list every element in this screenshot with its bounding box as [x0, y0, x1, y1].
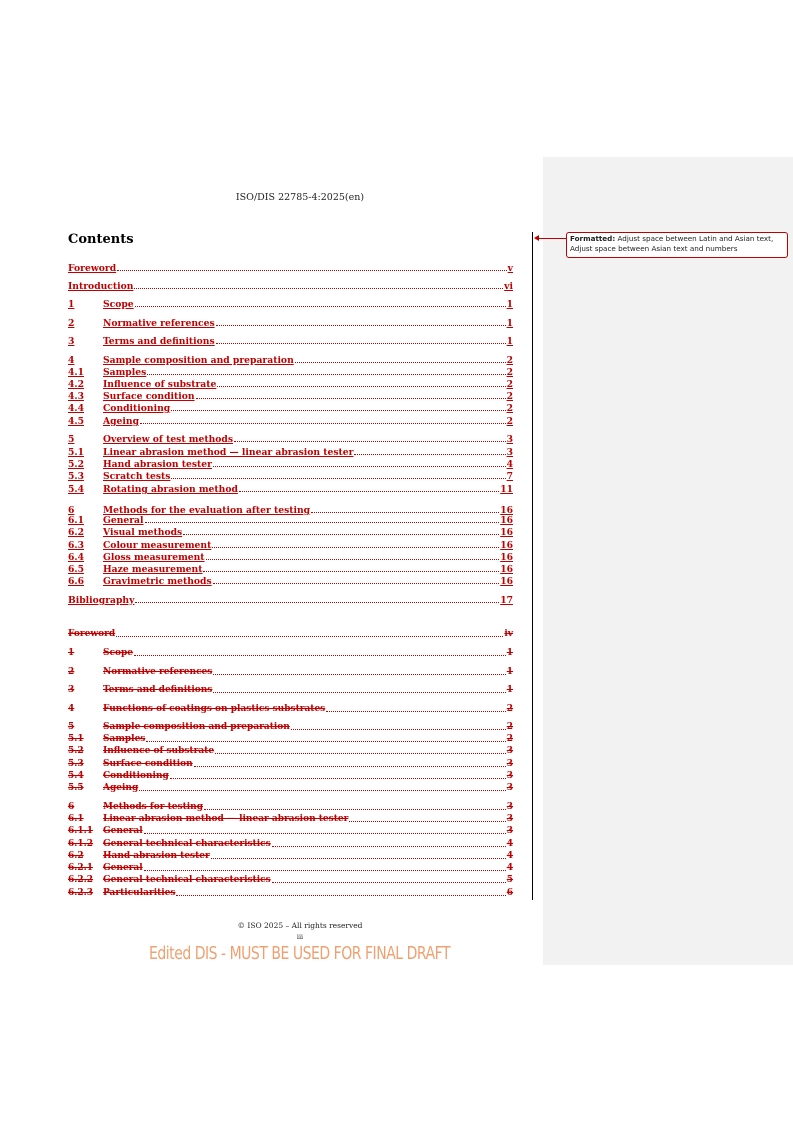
toc-deleted-entry[interactable] [68, 838, 513, 850]
toc-deleted-number: 5.5 [68, 783, 84, 793]
toc-deleted-leader-dots [349, 821, 505, 822]
toc-deleted-number: 5.2 [68, 746, 84, 756]
toc-inserted-page-number: 1 [506, 336, 513, 347]
toc-inserted-page-number: vi [504, 281, 513, 292]
toc-deleted-leader-dots [176, 895, 505, 896]
toc-inserted-page-number: 2 [506, 367, 513, 378]
toc-deleted-entry[interactable] [68, 874, 513, 886]
toc-inserted-number: 4.2 [68, 379, 84, 390]
toc-deleted-label: Terms and definitions [103, 685, 213, 695]
toc-inserted-page-number: 16 [500, 505, 513, 516]
toc-deleted-page-number: iv [504, 629, 513, 639]
toc-deleted-number: 2 [68, 667, 75, 677]
toc-inserted-leader-dots [147, 374, 505, 375]
toc-inserted-entry[interactable] [68, 298, 513, 310]
toc-deleted-number: 4 [68, 704, 75, 714]
toc-deleted-label: Influence of substrate [103, 746, 215, 756]
toc-deleted-number: 1 [68, 648, 75, 658]
toc-inserted-number: 5.2 [68, 459, 84, 470]
toc-inserted-label: Gloss measurement [103, 552, 205, 563]
toc-deleted-page-number: 3 [506, 814, 513, 824]
toc-inserted-page-number: 16 [500, 564, 513, 575]
contents-title: Contents [68, 232, 134, 247]
toc-inserted-label: General [103, 515, 144, 526]
toc-deleted-entry[interactable] [68, 666, 513, 678]
toc-inserted-number: 6.5 [68, 564, 84, 575]
toc-inserted-label: Scratch tests [103, 471, 171, 482]
toc-deleted-entry[interactable] [68, 887, 513, 899]
toc-inserted-label: Samples [103, 367, 147, 378]
toc-inserted-page-number: 2 [506, 403, 513, 414]
toc-inserted-page-number: 4 [506, 459, 513, 470]
toc-inserted-entry[interactable] [68, 433, 513, 445]
toc-deleted-number: 6 [68, 802, 75, 812]
toc-inserted-entry[interactable] [68, 551, 513, 563]
toc-inserted-leader-dots [206, 559, 500, 560]
toc-inserted-label: Normative references [103, 318, 215, 329]
toc-inserted-label: Introduction [68, 281, 134, 292]
toc-inserted-number: 5.4 [68, 484, 84, 495]
toc-deleted-page-number: 1 [506, 648, 513, 658]
toc-inserted-page-number: 3 [506, 434, 513, 445]
toc-deleted-label: General [103, 826, 143, 836]
toc-inserted-number: 6.4 [68, 552, 84, 563]
toc-inserted-leader-dots [140, 423, 506, 424]
toc-inserted-label: Visual methods [103, 527, 183, 538]
toc-inserted-number: 6.6 [68, 576, 84, 587]
toc-deleted-page-number: 2 [506, 704, 513, 714]
toc-inserted-page-number: v [507, 263, 513, 274]
toc-deleted-page-number: 4 [506, 851, 513, 861]
toc-deleted-entry[interactable] [68, 813, 513, 825]
toc-inserted-entry[interactable] [68, 458, 513, 470]
toc-deleted-label: Functions of coatings on plastics substrates [103, 704, 326, 714]
toc-deleted-entry[interactable] [68, 782, 513, 794]
toc-inserted-page-number: 7 [506, 471, 513, 482]
toc-deleted-label: Foreword [68, 629, 116, 639]
change-bar [532, 232, 533, 900]
toc-inserted-number: 4 [68, 355, 75, 366]
toc-deleted-entry[interactable] [68, 628, 513, 640]
toc-inserted-leader-dots [145, 522, 500, 523]
toc-inserted-page-number: 16 [500, 515, 513, 526]
toc-deleted-entry[interactable] [68, 770, 513, 782]
toc-inserted-number: 4.5 [68, 416, 84, 427]
toc-inserted-leader-dots [196, 398, 506, 399]
toc-deleted-page-number: 3 [506, 802, 513, 812]
toc-deleted-leader-dots [134, 655, 506, 656]
toc-inserted-leader-dots [183, 534, 499, 535]
comment-margin-pane [543, 157, 793, 965]
toc-inserted-number: 6.3 [68, 540, 84, 551]
toc-inserted-leader-dots [234, 441, 506, 442]
toc-deleted-leader-dots [144, 870, 506, 871]
toc-deleted-leader-dots [291, 729, 506, 730]
toc-deleted-number: 6.2.1 [68, 863, 94, 873]
toc-inserted-entry[interactable] [68, 415, 513, 427]
toc-inserted-number: 6 [68, 505, 75, 516]
toc-inserted-entry[interactable] [68, 514, 513, 526]
toc-inserted-leader-dots [239, 491, 499, 492]
toc-deleted-page-number: 4 [506, 839, 513, 849]
toc-deleted-page-number: 4 [506, 863, 513, 873]
toc-inserted-page-number: 16 [500, 576, 513, 587]
toc-deleted-leader-dots [272, 846, 506, 847]
toc-deleted-entry[interactable] [68, 647, 513, 659]
toc-inserted-leader-dots [295, 362, 506, 363]
toc-deleted-leader-dots [116, 636, 503, 637]
toc-deleted-label: Linear abrasion method — linear abrasion tester [103, 814, 349, 824]
toc-inserted-leader-dots [134, 288, 503, 289]
toc-inserted-number: 2 [68, 318, 75, 329]
toc-inserted-label: Colour measurement [103, 540, 212, 551]
toc-inserted-page-number: 11 [500, 484, 513, 495]
toc-deleted-page-number: 3 [506, 826, 513, 836]
toc-inserted-leader-dots [216, 325, 506, 326]
toc-inserted-page-number: 3 [506, 447, 513, 458]
toc-inserted-label: Bibliography [68, 595, 135, 606]
toc-deleted-label: Samples [103, 734, 146, 744]
toc-inserted-number: 4.4 [68, 403, 84, 414]
draft-watermark: Edited DIS - MUST BE USED FOR FINAL DRAFT [149, 944, 451, 964]
toc-deleted-entry[interactable] [68, 850, 513, 862]
toc-deleted-leader-dots [326, 711, 505, 712]
toc-inserted-page-number: 1 [506, 318, 513, 329]
toc-inserted-leader-dots [213, 583, 500, 584]
toc-inserted-label: Overview of test methods [103, 434, 234, 445]
toc-inserted-entry[interactable] [68, 262, 513, 274]
toc-deleted-leader-dots [139, 790, 505, 791]
toc-inserted-label: Conditioning [103, 403, 171, 414]
toc-inserted-leader-dots [213, 466, 506, 467]
toc-inserted-page-number: 2 [506, 355, 513, 366]
comment-text: Adjust space between Latin and Asian text, Adjust space between Asian text and numbers [570, 234, 774, 253]
toc-inserted-label: Linear abrasion method — linear abrasion tester [103, 447, 354, 458]
toc-inserted-page-number: 16 [500, 540, 513, 551]
toc-inserted-leader-dots [203, 571, 499, 572]
toc-deleted-page-number: 2 [506, 722, 513, 732]
toc-inserted-entry[interactable] [68, 594, 513, 606]
toc-deleted-page-number: 3 [506, 759, 513, 769]
toc-deleted-page-number: 1 [506, 685, 513, 695]
toc-inserted-label: Ageing [103, 416, 139, 427]
toc-deleted-entry[interactable] [68, 721, 513, 733]
toc-deleted-page-number: 5 [506, 875, 513, 885]
toc-inserted-entry[interactable] [68, 575, 513, 587]
toc-inserted-page-number: 2 [506, 379, 513, 390]
toc-inserted-leader-dots [171, 410, 505, 411]
toc-inserted-page-number: 2 [506, 391, 513, 402]
toc-inserted-number: 6.2 [68, 527, 84, 538]
toc-deleted-label: Surface condition [103, 759, 193, 769]
toc-deleted-leader-dots [146, 741, 505, 742]
toc-inserted-entry[interactable] [68, 470, 513, 482]
toc-inserted-leader-dots [171, 478, 505, 479]
toc-deleted-entry[interactable] [68, 745, 513, 757]
toc-deleted-page-number: 3 [506, 746, 513, 756]
toc-deleted-number: 6.1 [68, 814, 84, 824]
toc-inserted-page-number: 1 [506, 299, 513, 310]
toc-inserted-entry[interactable] [68, 526, 513, 538]
toc-deleted-label: Conditioning [103, 771, 169, 781]
toc-inserted-leader-dots [117, 270, 507, 271]
toc-deleted-leader-dots [272, 882, 506, 883]
toc-inserted-leader-dots [135, 306, 506, 307]
footer-copyright: © ISO 2025 – All rights reserved [237, 921, 363, 930]
toc-deleted-entry[interactable] [68, 733, 513, 745]
toc-deleted-label: Methods for testing [103, 802, 203, 812]
toc-deleted-page-number: 6 [506, 888, 513, 898]
toc-inserted-label: Methods for the evaluation after testing [103, 505, 311, 516]
toc-deleted-entry[interactable] [68, 684, 513, 696]
toc-inserted-entry[interactable] [68, 446, 513, 458]
toc-inserted-number: 5.1 [68, 447, 84, 458]
toc-inserted-entry[interactable] [68, 335, 513, 347]
toc-inserted-leader-dots [311, 512, 499, 513]
toc-deleted-number: 6.2.3 [68, 888, 94, 898]
toc-deleted-number: 6.2.2 [68, 875, 94, 885]
toc-deleted-leader-dots [211, 858, 506, 859]
toc-inserted-label: Influence of substrate [103, 379, 217, 390]
toc-deleted-number: 5.1 [68, 734, 84, 744]
toc-deleted-label: General [103, 863, 143, 873]
toc-inserted-entry[interactable] [68, 402, 513, 414]
toc-deleted-leader-dots [144, 833, 506, 834]
toc-deleted-page-number: 2 [506, 734, 513, 744]
toc-inserted-entry[interactable] [68, 280, 513, 292]
toc-inserted-leader-dots [135, 602, 499, 603]
toc-deleted-label: Particularities [103, 888, 176, 898]
toc-deleted-label: Sample composition and preparation [103, 722, 290, 732]
toc-inserted-page-number: 17 [500, 595, 513, 606]
toc-inserted-label: Foreword [68, 263, 117, 274]
toc-deleted-number: 3 [68, 685, 75, 695]
toc-deleted-label: Hand abrasion tester [103, 851, 210, 861]
toc-deleted-leader-dots [215, 753, 506, 754]
toc-deleted-leader-dots [213, 674, 505, 675]
toc-deleted-leader-dots [213, 692, 505, 693]
toc-inserted-entry[interactable] [68, 390, 513, 402]
formatting-comment-balloon[interactable] [566, 232, 788, 258]
toc-inserted-entry[interactable] [68, 354, 513, 366]
toc-deleted-entry[interactable] [68, 862, 513, 874]
toc-inserted-page-number: 2 [506, 416, 513, 427]
toc-inserted-leader-dots [217, 386, 505, 387]
toc-inserted-number: 4.3 [68, 391, 84, 402]
toc-inserted-leader-dots [212, 547, 499, 548]
toc-inserted-entry[interactable] [68, 317, 513, 329]
toc-deleted-number: 6.1.2 [68, 839, 94, 849]
comment-label: Formatted: [570, 234, 616, 243]
toc-inserted-entry[interactable] [68, 563, 513, 575]
toc-inserted-leader-dots [354, 454, 505, 455]
toc-deleted-leader-dots [204, 809, 506, 810]
toc-deleted-page-number: 1 [506, 667, 513, 677]
toc-inserted-number: 1 [68, 299, 75, 310]
toc-inserted-number: 5 [68, 434, 75, 445]
toc-deleted-entry[interactable] [68, 825, 513, 837]
toc-inserted-entry[interactable] [68, 483, 513, 495]
toc-inserted-label: Haze measurement [103, 564, 203, 575]
toc-deleted-page-number: 3 [506, 783, 513, 793]
toc-inserted-page-number: 16 [500, 552, 513, 563]
toc-inserted-leader-dots [216, 343, 506, 344]
toc-inserted-number: 3 [68, 336, 75, 347]
footer-page-number: iii [296, 933, 304, 941]
toc-deleted-number: 5.4 [68, 771, 84, 781]
toc-deleted-number: 5 [68, 722, 75, 732]
toc-deleted-number: 5.3 [68, 759, 84, 769]
toc-inserted-label: Gravimetric methods [103, 576, 212, 587]
toc-deleted-label: General technical characteristics [103, 839, 271, 849]
toc-inserted-label: Rotating abrasion method [103, 484, 238, 495]
toc-inserted-label: Sample composition and preparation [103, 355, 294, 366]
toc-inserted-entry[interactable] [68, 366, 513, 378]
toc-inserted-label: Hand abrasion tester [103, 459, 212, 470]
toc-deleted-leader-dots [170, 778, 506, 779]
toc-deleted-entry[interactable] [68, 703, 513, 715]
toc-inserted-number: 4.1 [68, 367, 84, 378]
toc-deleted-page-number: 3 [506, 771, 513, 781]
toc-inserted-number: 5.3 [68, 471, 84, 482]
toc-deleted-label: Scope [103, 648, 134, 658]
toc-deleted-entry[interactable] [68, 758, 513, 770]
toc-deleted-number: 6.2 [68, 851, 84, 861]
toc-inserted-entry[interactable] [68, 378, 513, 390]
toc-inserted-entry[interactable] [68, 539, 513, 551]
toc-inserted-page-number: 16 [500, 527, 513, 538]
toc-deleted-label: General technical characteristics [103, 875, 271, 885]
toc-deleted-entry[interactable] [68, 801, 513, 813]
toc-inserted-label: Scope [103, 299, 134, 310]
toc-deleted-label: Ageing [103, 783, 139, 793]
toc-inserted-label: Terms and definitions [103, 336, 215, 347]
toc-deleted-label: Normative references [103, 667, 213, 677]
document-id-header: ISO/DIS 22785-4:2025(en) [235, 192, 365, 203]
toc-deleted-number: 6.1.1 [68, 826, 94, 836]
toc-inserted-number: 6.1 [68, 515, 84, 526]
comment-connector-line [538, 238, 566, 239]
toc-inserted-label: Surface condition [103, 391, 195, 402]
toc-deleted-leader-dots [194, 766, 506, 767]
